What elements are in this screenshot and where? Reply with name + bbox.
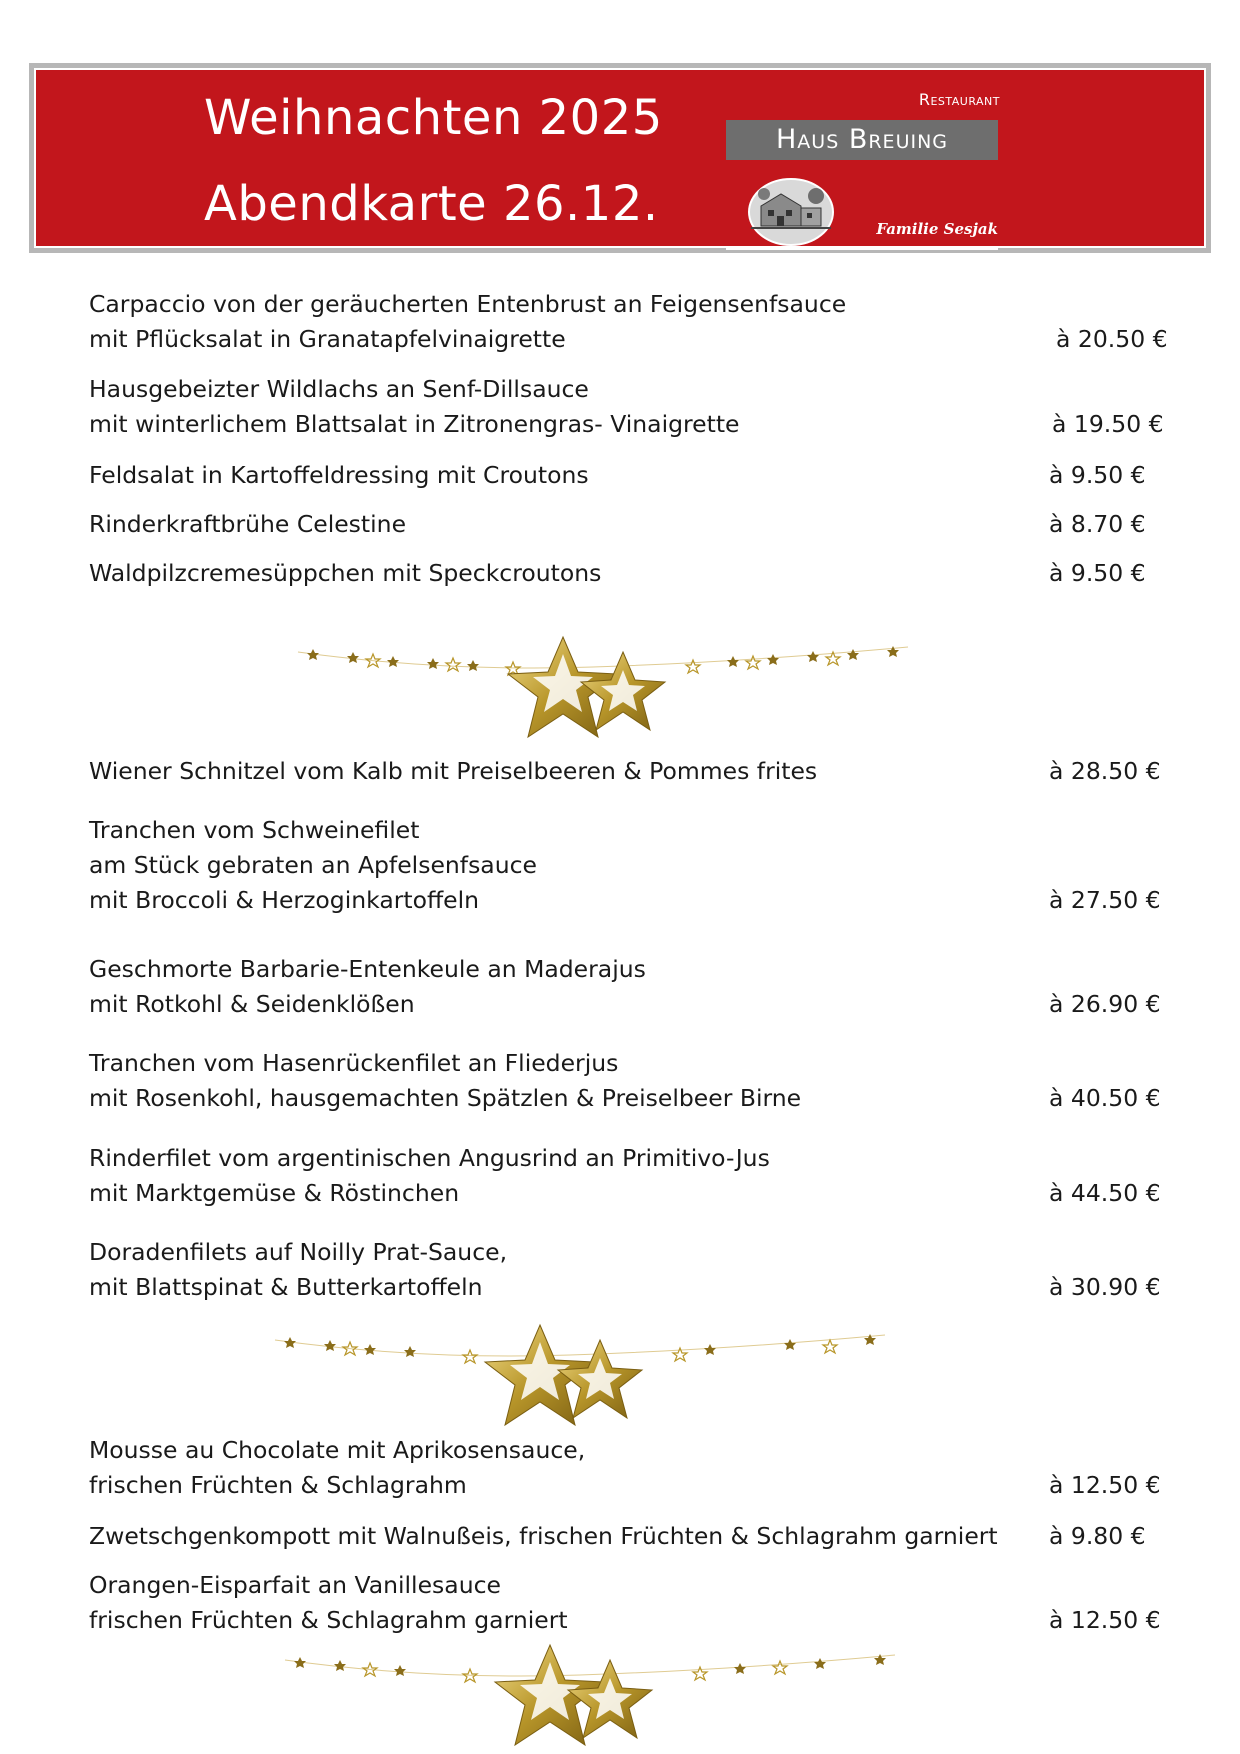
page-subtitle: Abendkarte 26.12. bbox=[204, 176, 659, 232]
dish-side: mit Rosenkohl, hausgemachten Spätzlen & Preiselbeer Birne bbox=[89, 1084, 802, 1112]
dish-side: mit Marktgemüse & Röstinchen bbox=[89, 1179, 460, 1207]
dish-name: Mousse au Chocolate mit Aprikosensauce, bbox=[89, 1436, 586, 1464]
dish-name: Tranchen vom Hasenrückenfilet an Fliederjus bbox=[89, 1049, 619, 1077]
header-banner bbox=[29, 63, 1211, 253]
menu-item bbox=[89, 1568, 1169, 1638]
dish-price: à 9.50 € bbox=[1049, 559, 1146, 587]
dish-name: Wiener Schnitzel vom Kalb mit Preiselbeeren & Pommes frites bbox=[89, 757, 818, 785]
menu-item bbox=[89, 287, 1169, 357]
dish-side: frischen Früchten & Schlagrahm garniert bbox=[89, 1606, 568, 1634]
dish-name: Tranchen vom Schweinefilet bbox=[89, 816, 420, 844]
dish-price: à 12.50 € bbox=[1049, 1606, 1161, 1634]
dish-price: à 28.50 € bbox=[1049, 757, 1161, 785]
menu-item bbox=[89, 507, 1169, 542]
menu-item bbox=[89, 556, 1169, 591]
house-emblem-icon bbox=[746, 176, 836, 246]
dish-side: am Stück gebraten an Apfelsenfsauce bbox=[89, 851, 537, 879]
menu-item bbox=[89, 1046, 1169, 1116]
logo-family-name: Familie Sesjak bbox=[876, 220, 998, 238]
menu-item bbox=[89, 1519, 1169, 1554]
restaurant-logo bbox=[726, 80, 1016, 250]
dish-price: à 9.80 € bbox=[1049, 1522, 1146, 1550]
menu-item bbox=[89, 1141, 1169, 1211]
dish-side: mit Rotkohl & Seidenklößen bbox=[89, 990, 415, 1018]
menu-item bbox=[89, 1235, 1169, 1305]
dish-price: à 9.50 € bbox=[1049, 461, 1146, 489]
menu-item bbox=[89, 754, 1169, 789]
dish-side: mit Broccoli & Herzoginkartoffeln bbox=[89, 886, 480, 914]
dish-price: à 12.50 € bbox=[1049, 1471, 1161, 1499]
dish-price: à 20.50 € bbox=[1056, 325, 1168, 353]
page-title: Weihnachten 2025 bbox=[204, 90, 663, 146]
dish-name: Carpaccio von der geräucherten Entenbrust an Feigensenfsauce bbox=[89, 290, 847, 318]
dish-price: à 19.50 € bbox=[1052, 410, 1164, 438]
dish-side: mit winterlichem Blattsalat in Zitronengras- Vinaigrette bbox=[89, 410, 740, 438]
logo-restaurant-label: Restaurant bbox=[918, 90, 1000, 109]
dish-price: à 26.90 € bbox=[1049, 990, 1161, 1018]
menu-item bbox=[89, 952, 1169, 1022]
dish-side: frischen Früchten & Schlagrahm bbox=[89, 1471, 467, 1499]
dish-price: à 27.50 € bbox=[1049, 886, 1161, 914]
menu-item bbox=[89, 1433, 1169, 1503]
header-panel bbox=[34, 68, 1206, 248]
menu-item bbox=[89, 813, 1169, 918]
dish-price: à 8.70 € bbox=[1049, 510, 1146, 538]
dish-price: à 44.50 € bbox=[1049, 1179, 1161, 1207]
dish-price: à 40.50 € bbox=[1049, 1084, 1161, 1112]
menu-item bbox=[89, 458, 1169, 493]
gold-stars-icon bbox=[280, 1640, 900, 1750]
menu-item bbox=[89, 372, 1169, 442]
logo-restaurant-name: Haus Breuing bbox=[726, 120, 998, 160]
dish-name: Hausgebeizter Wildlachs an Senf-Dillsauce bbox=[89, 375, 589, 403]
gold-stars-icon bbox=[293, 632, 913, 742]
dish-name: Zwetschgenkompott mit Walnußeis, frischen Früchten & Schlagrahm garniert bbox=[89, 1522, 998, 1550]
dish-name: Geschmorte Barbarie-Entenkeule an Maderajus bbox=[89, 955, 646, 983]
dish-side: mit Pflücksalat in Granatapfelvinaigrette bbox=[89, 325, 566, 353]
dish-name: Waldpilzcremesüppchen mit Speckcroutons bbox=[89, 559, 602, 587]
dish-name: Feldsalat in Kartoffeldressing mit Croutons bbox=[89, 461, 589, 489]
dish-name: Rinderfilet vom argentinischen Angusrind an Primitivo-Jus bbox=[89, 1144, 770, 1172]
logo-underline bbox=[726, 248, 998, 250]
dish-name: Rinderkraftbrühe Celestine bbox=[89, 510, 407, 538]
gold-stars-icon bbox=[270, 1320, 890, 1430]
dish-name: Doradenfilets auf Noilly Prat-Sauce, bbox=[89, 1238, 508, 1266]
dish-name: Orangen-Eisparfait an Vanillesauce bbox=[89, 1571, 501, 1599]
dish-price: à 30.90 € bbox=[1049, 1273, 1161, 1301]
dish-side: mit Blattspinat & Butterkartoffeln bbox=[89, 1273, 483, 1301]
